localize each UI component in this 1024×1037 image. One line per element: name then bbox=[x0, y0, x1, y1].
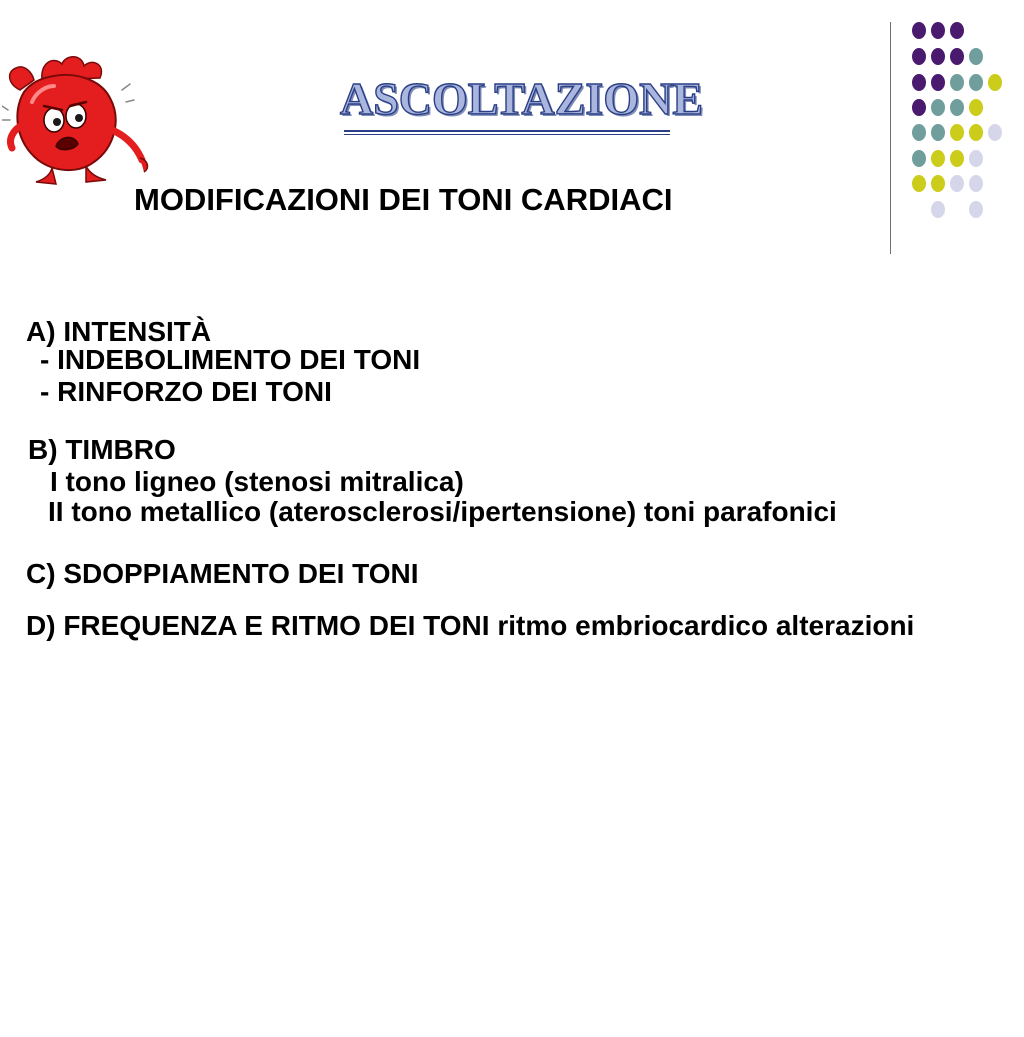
decor-dot bbox=[969, 201, 983, 218]
decor-dot bbox=[969, 48, 983, 65]
decor-dot bbox=[912, 22, 926, 39]
decor-dot bbox=[988, 74, 1002, 91]
decor-dot bbox=[969, 99, 983, 116]
decor-dot bbox=[931, 48, 945, 65]
section-a-header: A) INTENSITÀ bbox=[26, 316, 212, 347]
section-b-item-second-tone: II tono metallico (aterosclerosi/ipertensione) toni parafonici bbox=[48, 496, 837, 527]
decor-dot bbox=[950, 48, 964, 65]
section-d-detail: ritmo embriocardico alterazioni bbox=[489, 610, 915, 641]
section-b-header: B) TIMBRO bbox=[28, 434, 176, 465]
decor-dot bbox=[969, 175, 983, 192]
decor-dot bbox=[931, 175, 945, 192]
section-c-header: C) SDOPPIAMENTO DEI TONI bbox=[26, 558, 419, 589]
decor-dot bbox=[912, 124, 926, 141]
worried-heart-illustration bbox=[2, 50, 154, 190]
decor-dot bbox=[912, 74, 926, 91]
decor-dot bbox=[931, 22, 945, 39]
slide-title: ASCOLTAZIONE bbox=[340, 73, 704, 124]
decor-dot bbox=[950, 99, 964, 116]
decor-dot bbox=[950, 175, 964, 192]
decor-dot bbox=[950, 150, 964, 167]
decor-dot bbox=[931, 150, 945, 167]
decor-dot bbox=[931, 201, 945, 218]
title-underline bbox=[344, 130, 670, 135]
decor-dot bbox=[969, 124, 983, 141]
section-a-item-reinforcement: - RINFORZO DEI TONI bbox=[40, 376, 332, 407]
decor-dot bbox=[950, 124, 964, 141]
decor-dot bbox=[950, 22, 964, 39]
section-a-item-weakening: - INDEBOLIMENTO DEI TONI bbox=[40, 344, 421, 375]
decorative-divider bbox=[890, 22, 891, 254]
decor-dot bbox=[988, 124, 1002, 141]
decor-dot bbox=[931, 99, 945, 116]
decor-dot bbox=[931, 74, 945, 91]
slide-subtitle: MODIFICAZIONI DEI TONI CARDIACI bbox=[134, 182, 673, 217]
decor-dot bbox=[950, 74, 964, 91]
decor-dot bbox=[969, 150, 983, 167]
decor-dot bbox=[912, 48, 926, 65]
decor-dot bbox=[969, 74, 983, 91]
decor-dot bbox=[912, 150, 926, 167]
decor-dot bbox=[912, 99, 926, 116]
decor-dot bbox=[912, 175, 926, 192]
section-d-header: D) FREQUENZA E RITMO DEI TONI bbox=[26, 610, 490, 641]
section-b-item-first-tone: I tono ligneo (stenosi mitralica) bbox=[50, 466, 464, 497]
section-d-line bbox=[26, 612, 914, 640]
decor-dot bbox=[931, 124, 945, 141]
